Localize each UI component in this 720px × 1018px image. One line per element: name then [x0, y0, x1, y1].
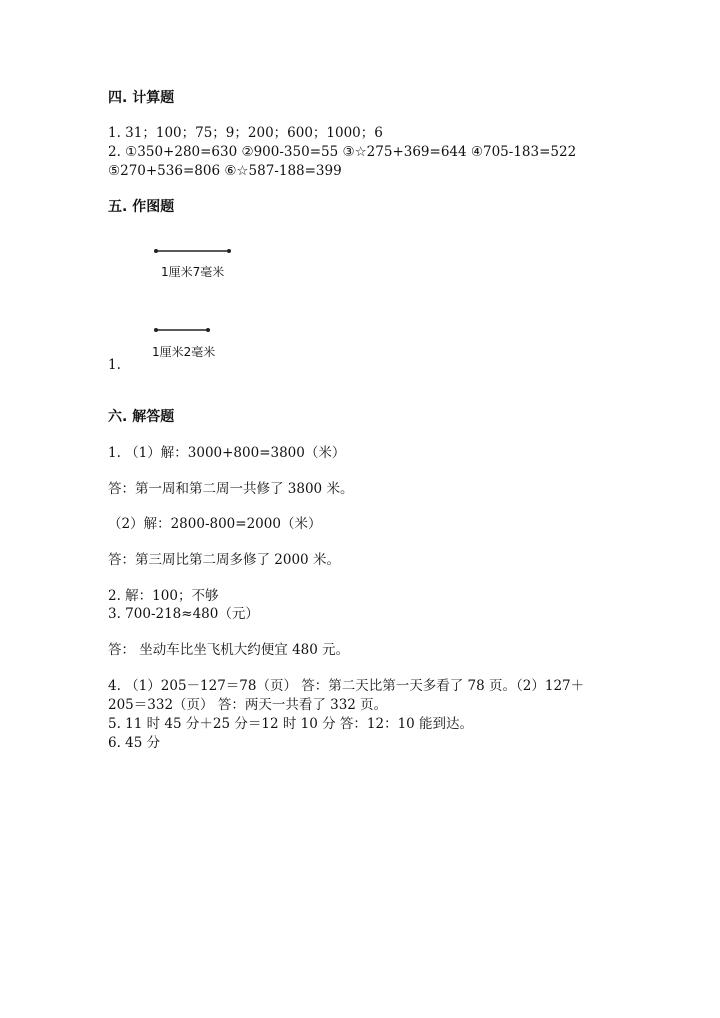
- segment-1-label: 1厘米7毫米: [161, 265, 225, 279]
- line-segment-12mm: [150, 323, 220, 337]
- q4-answer-line-2: 205＝332（页） 答：两天一共看了 332 页。: [108, 697, 388, 713]
- section-4-heading: 四. 计算题: [108, 90, 175, 106]
- section-5-heading: 五. 作图题: [108, 199, 175, 215]
- q5-answer: 5. 11 时 45 分＋25 分＝12 时 10 分 答：12：10 能到达。: [108, 716, 474, 732]
- q1-part1-solution: 1. （1）解：3000+800=3800（米）: [108, 445, 346, 461]
- section-4-answer-2-cont: ⑤270+536=806 ⑥☆587-188=399: [108, 163, 342, 179]
- segment-2-label: 1厘米2毫米: [152, 345, 216, 359]
- section-5-item-number: 1.: [108, 357, 121, 373]
- q4-answer-line-1: 4. （1）205－127＝78（页） 答：第二天比第一天多看了 78 页。（2）127＋: [108, 678, 585, 694]
- q6-answer: 6. 45 分: [108, 735, 161, 751]
- line-segment-17mm: [150, 244, 240, 258]
- q2-answer: 2. 解：100；不够: [108, 588, 219, 604]
- section-6-heading: 六. 解答题: [108, 409, 175, 425]
- q1-part2-answer: 答：第三周比第二周多修了 2000 米。: [108, 552, 340, 568]
- section-4-answer-2: 2. ①350+280=630 ②900-350=55 ③☆275+369=644 ④705-183=522: [108, 144, 577, 160]
- section-4-answer-1: 1. 31；100；75；9；200；600；1000；6: [108, 125, 383, 141]
- q1-part1-answer: 答：第一周和第二周一共修了 3800 米。: [108, 481, 354, 497]
- q3-answer: 答： 坐动车比坐飞机大约便宜 480 元。: [108, 642, 350, 658]
- q1-part2-solution: （2）解：2800-800=2000（米）: [108, 516, 322, 532]
- q3-solution: 3. 700-218≈480（元）: [108, 606, 259, 622]
